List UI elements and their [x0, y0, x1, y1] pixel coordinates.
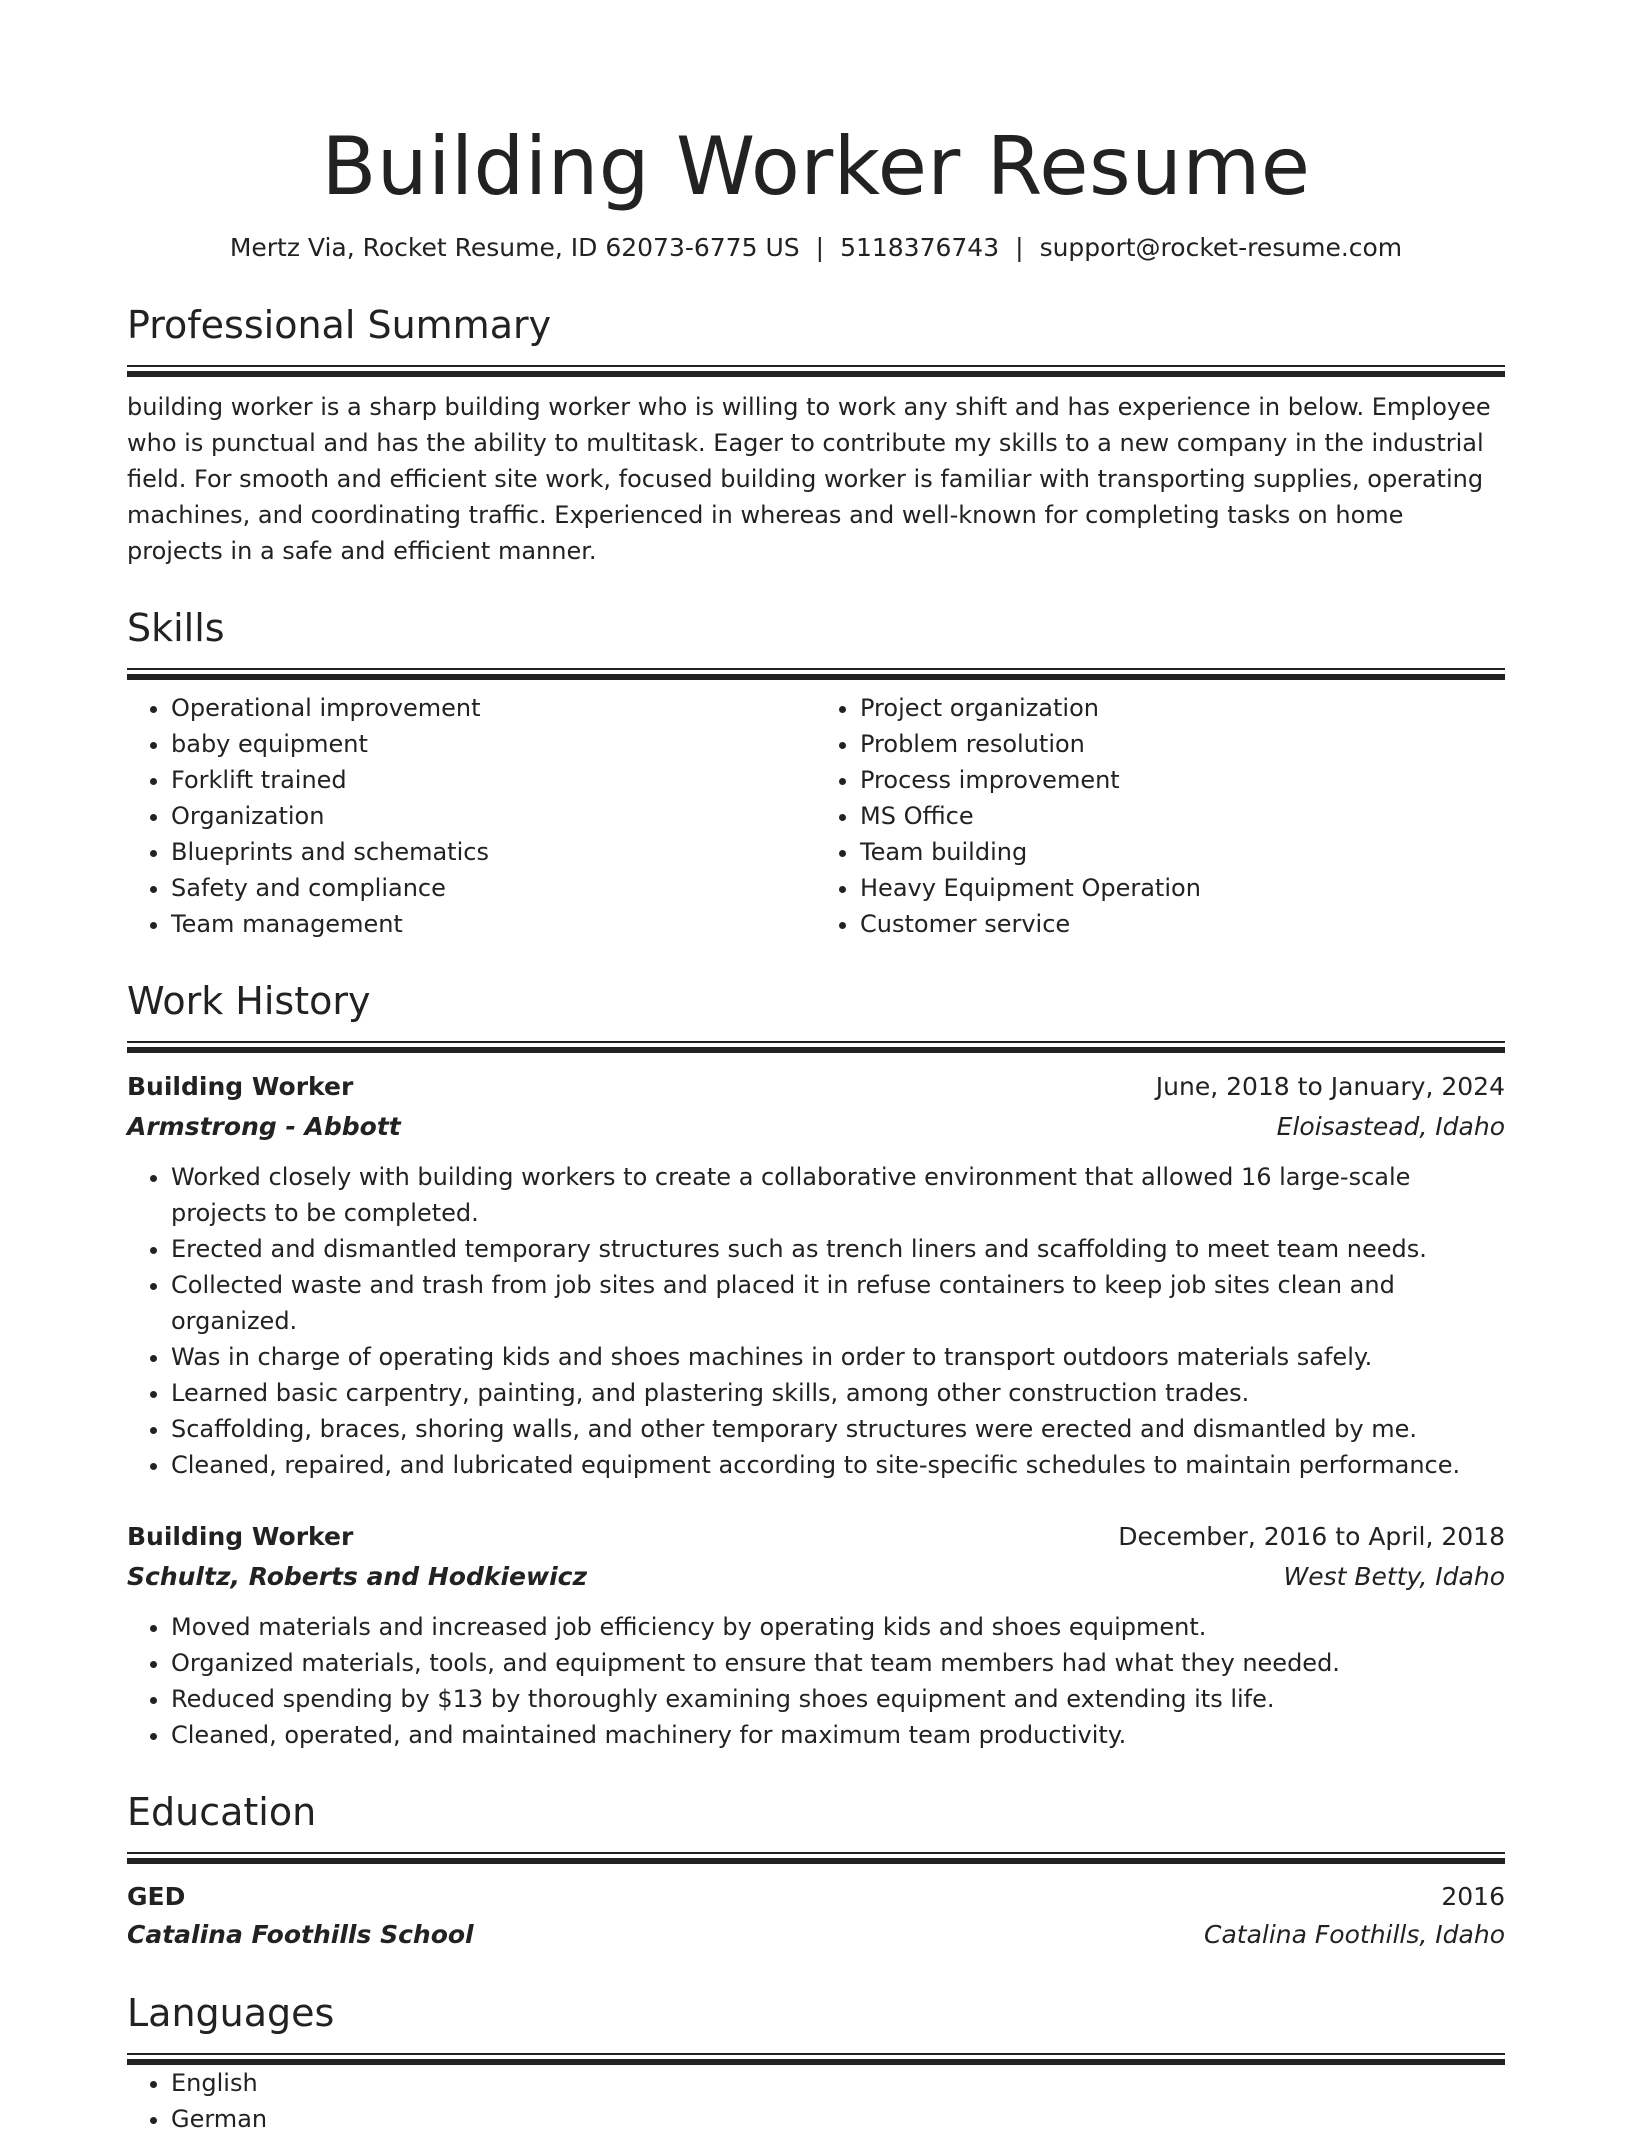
contact-line: [127, 230, 1505, 266]
contact-address: Mertz Via, Rocket Resume, ID 62073-6775 US: [229, 233, 800, 262]
job-title: Building Worker: [127, 1522, 354, 1551]
contact-email: support@rocket-resume.com: [1039, 233, 1403, 262]
skills-list-right: [816, 690, 1505, 942]
section-heading-education: Education: [127, 1790, 317, 1834]
job-location: West Betty, Idaho: [1283, 1562, 1505, 1591]
contact-separator: |: [815, 233, 825, 262]
skill-item: • Project organization: [860, 690, 1505, 726]
section-divider: [127, 1852, 1505, 1864]
skill-item: • Organization: [171, 798, 816, 834]
contact-phone: 5118376743: [840, 233, 1000, 262]
job-location: Eloisastead, Idaho: [1276, 1112, 1505, 1141]
skills-grid: [127, 690, 1505, 942]
skill-item: • MS Office: [860, 798, 1505, 834]
education-section: [127, 1787, 1505, 1954]
job-bullet: • Cleaned, repaired, and lubricated equipment according to site-specific schedules to maintain performance.: [171, 1447, 1505, 1483]
skill-item: • Safety and compliance: [171, 870, 816, 906]
education-location: Catalina Foothills, Idaho: [1204, 1920, 1505, 1949]
job-bullet: • Erected and dismantled temporary structures such as trench liners and scaffolding to meet team needs.: [171, 1231, 1505, 1267]
contact-separator: |: [1015, 233, 1024, 262]
summary-section: [127, 300, 1505, 569]
job-bullets: [127, 1609, 1505, 1753]
job-title: Building Worker: [127, 1072, 354, 1101]
education-degree: GED: [127, 1882, 186, 1911]
job-bullet: • Learned basic carpentry, painting, and plastering skills, among other construction trades.: [171, 1375, 1505, 1411]
job-bullet: • Scaffolding, braces, shoring walls, and other temporary structures were erected and dismantled by me.: [171, 1411, 1505, 1447]
skill-item: • Customer service: [860, 906, 1505, 942]
skill-item: • Forklift trained: [171, 762, 816, 798]
job-bullets: [127, 1159, 1505, 1483]
section-divider: [127, 365, 1505, 377]
job-bullet: • Organized materials, tools, and equipment to ensure that team members had what they needed.: [171, 1645, 1505, 1681]
language-item: • German: [171, 2101, 1505, 2137]
section-heading-languages: Languages: [127, 1991, 335, 2035]
job-dates: December, 2016 to April, 2018: [1118, 1522, 1505, 1551]
skill-item: • Problem resolution: [860, 726, 1505, 762]
job-bullet: • Reduced spending by $13 by thoroughly examining shoes equipment and extending its life.: [171, 1681, 1505, 1717]
education-entry: [127, 1878, 1505, 1954]
job-bullet: • Cleaned, operated, and maintained machinery for maximum team productivity.: [171, 1717, 1505, 1753]
resume-title: Building Worker Resume: [321, 120, 1311, 213]
language-item: • English: [171, 2065, 1505, 2101]
skill-item: • Process improvement: [860, 762, 1505, 798]
job-bullet: • Worked closely with building workers to create a collaborative environment that allowed 16 large-scale projects to be completed.: [171, 1159, 1505, 1231]
skill-item: • Operational improvement: [171, 690, 816, 726]
job-dates: June, 2018 to January, 2024: [1155, 1072, 1505, 1101]
languages-section: [127, 1988, 1505, 2137]
skill-item: • Blueprints and schematics: [171, 834, 816, 870]
skill-item: • baby equipment: [171, 726, 816, 762]
job-bullet: • Collected waste and trash from job sites and placed it in refuse containers to keep job sites clean and organized.: [171, 1267, 1505, 1339]
summary-text: building worker is a sharp building worker who is willing to work any shift and has experience in below. Employee who is punctual and has the ability to multitask. Eager to contribute my skills to a new company in the industrial field. For smooth and efficient site work, focused building worker is familiar with transporting supplies, operating machines, and coordinating traffic. Experienced in whereas and well-known for completing tasks on home projects in a safe and efficient manner.: [127, 393, 1491, 565]
section-divider: [127, 2053, 1505, 2065]
languages-list: [127, 2065, 1505, 2137]
skill-item: • Team management: [171, 906, 816, 942]
skill-item: • Heavy Equipment Operation: [860, 870, 1505, 906]
job-bullet: • Was in charge of operating kids and shoes machines in order to transport outdoors materials safely.: [171, 1339, 1505, 1375]
job-entry: [127, 1517, 1505, 1753]
section-divider: [127, 668, 1505, 680]
section-divider: [127, 1041, 1505, 1053]
job-entry: [127, 1067, 1505, 1483]
education-school: Catalina Foothills School: [127, 1920, 474, 1949]
section-heading-work: Work History: [127, 979, 371, 1023]
section-heading-summary: Professional Summary: [127, 303, 552, 347]
job-bullet: • Moved materials and increased job efficiency by operating kids and shoes equipment.: [171, 1609, 1505, 1645]
job-company: Schultz, Roberts and Hodkiewicz: [127, 1562, 588, 1591]
job-company: Armstrong - Abbott: [127, 1112, 401, 1141]
skill-item: • Team building: [860, 834, 1505, 870]
section-heading-skills: Skills: [127, 606, 225, 650]
skills-list-left: [127, 690, 816, 942]
work-section: [127, 976, 1505, 1753]
education-year: 2016: [1441, 1882, 1505, 1911]
skills-section: [127, 603, 1505, 942]
